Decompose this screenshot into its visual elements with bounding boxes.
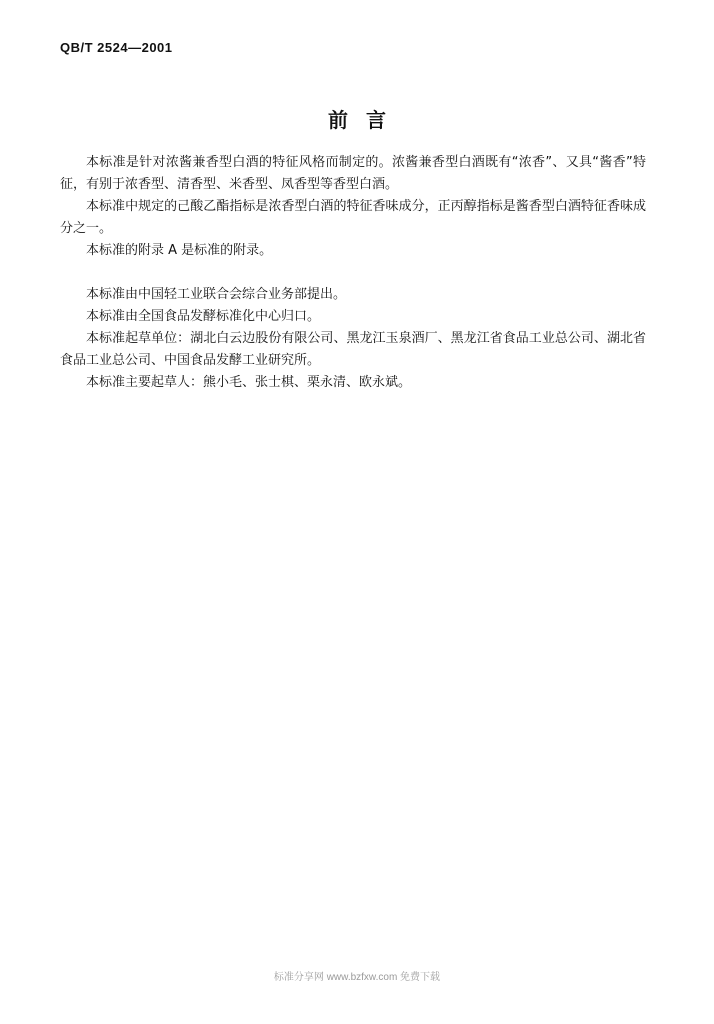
- paragraph: 本标准的附录 A 是标准的附录。: [86, 243, 273, 258]
- foreword-body: [60, 152, 646, 394]
- page-title: 前言: [328, 108, 404, 132]
- paragraph: 本标准由中国轻工业联合会综合业务部提出。: [86, 287, 347, 302]
- paragraph: 本标准由全国食品发酵标准化中心归口。: [86, 309, 321, 324]
- standard-number: QB/T 2524—2001: [60, 40, 173, 55]
- paragraph: 本标准主要起草人：熊小毛、张士棋、栗永清、欧永斌。: [86, 375, 412, 390]
- paragraph: 本标准中规定的己酸乙酯指标是浓香型白酒的特征香味成分，正丙醇指标是酱香型白酒特征香味成分之一。: [60, 199, 646, 236]
- paragraph: 本标准起草单位：湖北白云边股份有限公司、黑龙江玉泉酒厂、黑龙江省食品工业总公司、湖北省食品工业总公司、中国食品发酵工业研究所。: [60, 331, 646, 368]
- paragraph: 本标准是针对浓酱兼香型白酒的特征风格而制定的。浓酱兼香型白酒既有“浓香”、又具“酱香”特征，有别于浓香型、清香型、米香型、凤香型等香型白酒。: [60, 155, 646, 192]
- paragraph-spacer: [60, 262, 646, 284]
- watermark-footer: 标准分享网 www.bzfxw.com 免费下载: [273, 972, 441, 983]
